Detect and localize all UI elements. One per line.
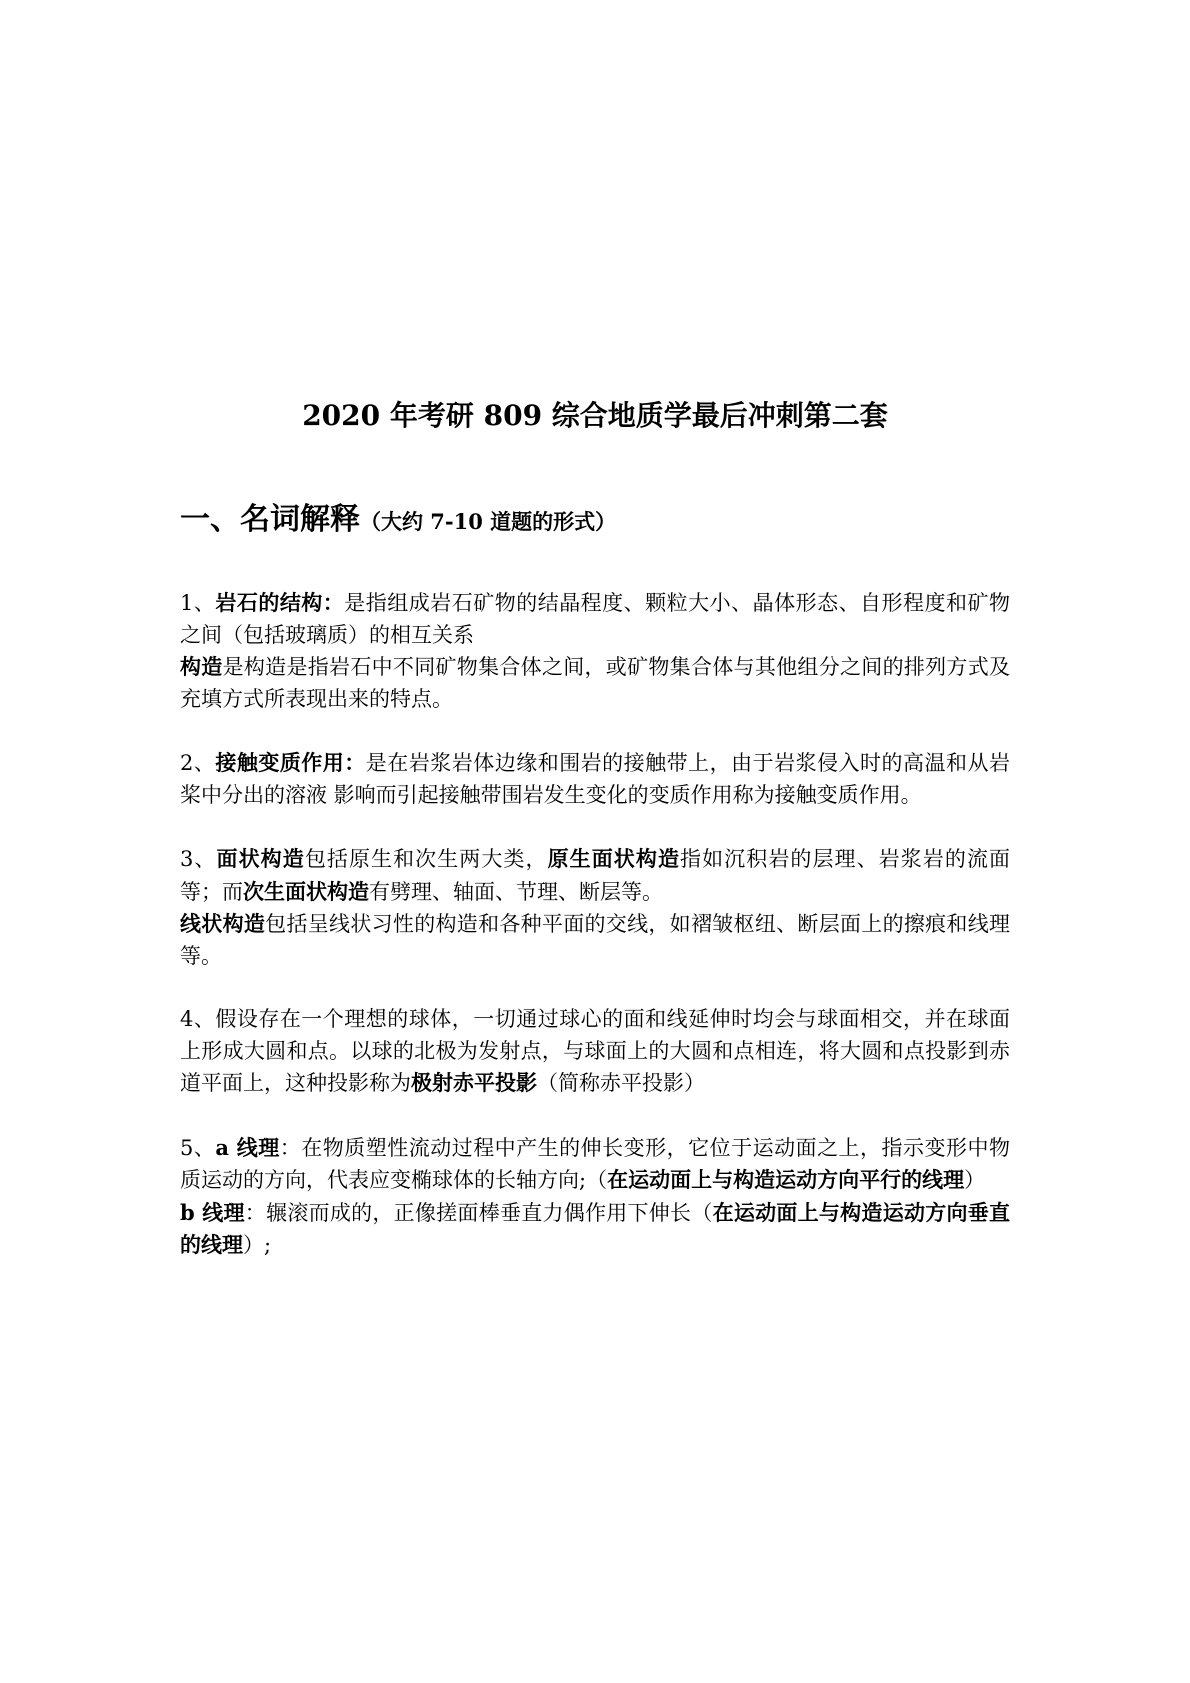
definition-paragraph [180, 747, 1010, 811]
text-run: ：辗滚而成的，正像搓面棒垂直力偶作用下伸长（ [244, 1200, 713, 1225]
definition-item [180, 843, 1010, 972]
item-spacer [180, 811, 1010, 843]
bold-term: 次生面状构造 [243, 878, 369, 904]
text-run: 有劈理、轴面、节理、断层等。 [369, 879, 663, 904]
definition-paragraph [180, 651, 1010, 715]
bold-term: 构造 [180, 654, 223, 679]
text-run: 是指组成岩石矿物的结晶程度、颗粒大小、晶体形态、自形程度和矿物之间（包括玻璃质）的相互关系 [180, 591, 1010, 647]
definitions-list [180, 587, 1010, 1262]
definition-item [180, 1132, 1010, 1262]
definition-paragraph [180, 908, 1010, 972]
text-run: 是构造是指岩石中不同矿物集合体之间，或矿物集合体与其他组分之间的排列方式及充填方式所表现出来的特点。 [180, 655, 1011, 711]
item-spacer [180, 1100, 1010, 1132]
text-run: 5、 [180, 1135, 216, 1160]
definition-paragraph [180, 587, 1010, 651]
text-run: 包括原生和次生两大类， [304, 847, 548, 871]
bold-term: 接触变质作用： [215, 750, 366, 775]
item-spacer [180, 715, 1010, 747]
definition-item [180, 747, 1010, 811]
text-run: ） [964, 1168, 986, 1192]
bold-term: 线状构造 [180, 911, 266, 936]
text-run: 3、 [180, 847, 217, 871]
bold-term: 在运动面上与构造运动方向平行的线理 [607, 1167, 965, 1192]
item-spacer [180, 972, 1010, 1004]
section-heading-text: 一、名词解释 [180, 502, 360, 537]
definition-paragraph [180, 1132, 1010, 1197]
definition-item [180, 1004, 1010, 1100]
text-run: 包括呈线状习性的构造和各种平面的交线，如褶皱枢纽、断层面上的擦痕和线理等。 [180, 912, 1011, 968]
text-run: 2、 [180, 751, 216, 775]
section-heading [180, 500, 616, 542]
definition-paragraph [180, 1197, 1010, 1262]
bold-term: 岩石的结构： [215, 590, 345, 615]
text-run: 是在岩浆岩体边缘和围岩的接触带上，由于岩浆侵入时的高温和从岩桨中分出的溶液 影响而引起接触带围岩发生变化的变质作用称为接触变质作用。 [180, 751, 1010, 807]
bold-term: 面状构造 [216, 846, 305, 871]
text-run: 1、 [180, 591, 216, 615]
text-run: 指如沉积岩的层理、岩浆岩的流面等；而 [180, 847, 1011, 904]
bold-term: b 线理 [180, 1199, 245, 1225]
bold-term: 原生面状构造 [547, 846, 681, 871]
bold-term: 在运动面上与构造运动方向垂直的线理 [180, 1199, 1011, 1257]
text-run: ）; [243, 1233, 272, 1257]
text-run: （简称赤平投影） [537, 1071, 705, 1095]
section-subheading: （大约 7-10 道题的形式） [360, 509, 617, 534]
document-title: 2020 年考研 809 综合地质学最后冲刺第二套 [302, 399, 888, 432]
text-run: ：在物质塑性流动过程中产生的伸长变形，它位于运动面之上，指示变形中物质运动的方向，代表应变椭球体的长轴方向;（ [180, 1135, 1011, 1192]
definition-paragraph [180, 1004, 1010, 1100]
bold-term: 极射赤平投影 [411, 1070, 537, 1095]
text-run: 4、假设存在一个理想的球体，一切通过球心的面和线延伸时均会与球面相交，并在球面上形成大圆和点。以球的北极为发射点，与球面上的大圆和点相连，将大圆和点投影到赤道平面上，这种投影称为 [180, 1007, 1010, 1095]
definition-paragraph [180, 843, 1010, 908]
bold-term: a 线理 [215, 1134, 280, 1160]
definition-item [180, 587, 1010, 715]
